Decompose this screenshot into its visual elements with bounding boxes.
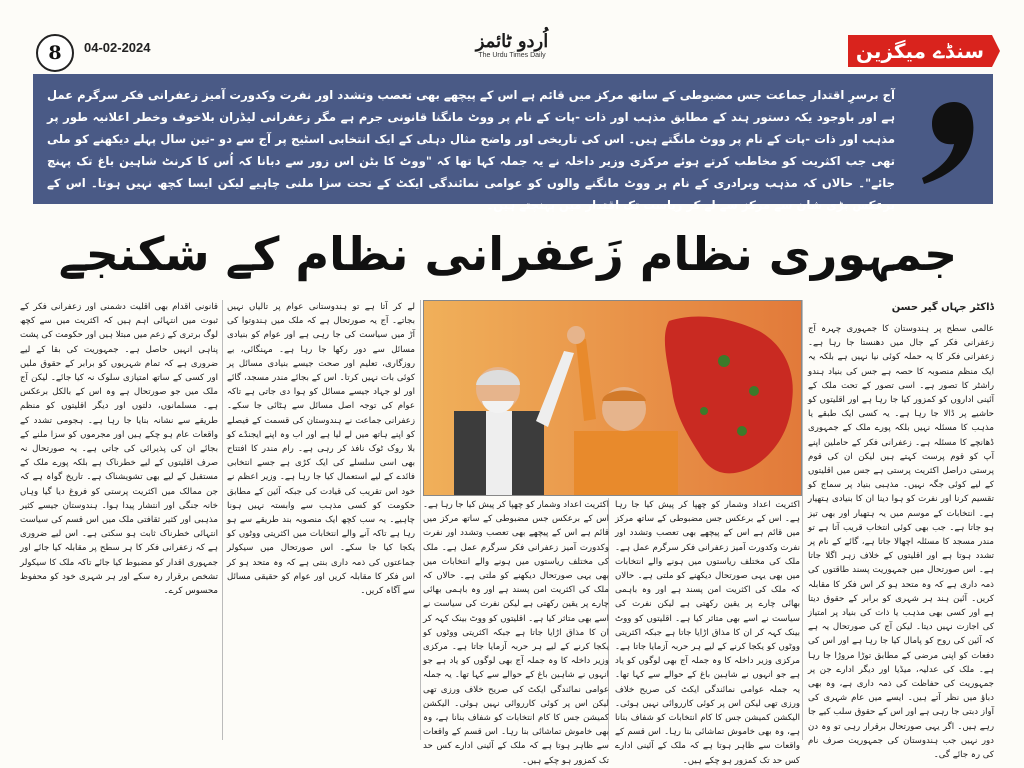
intro-box [33,74,993,212]
page-header [0,0,1024,72]
article-column-3: لے کر آتا ہے تو ہندوستانی عوام پر تالیاں نہیں بجاتے۔ آج یہ صورتحال ہے کہ ملک میں ہندوتوا کی آڑ میں سیاست کی جا رہی ہے اور عوام کو بنیادی مسائل سے دور رکھا جا رہا ہے۔ مہنگائی، بے روزگاری، تعلیم اور صحت جیسے بنیادی مسائل پر کوئی بات نہیں کرتا۔ اس کے بجائے مندر مسجد، گائے اور لو جہاد جیسے مسائل کو ہوا دی جاتی ہے تاکہ عوام کی توجہ اصل مسائل سے ہٹائی جا سکے۔ زعفرانی جماعت نے ہندوستان کی قسمت کے فیصلے کو اپنے ہاتھ میں لے لیا ہے اور اب وہ اپنے ایجنڈے کو بلا روک ٹوک نافذ کر رہی ہے۔ رام مندر کا افتتاح بھی اسی سلسلے کی ایک کڑی ہے جسے انتخابی فائدے کے لیے استعمال کیا جا رہا ہے۔ وزیر اعظم نے خود اس تقریب کی قیادت کی جبکہ آئین کے مطابق حکومت کو کسی مذہب سے وابستہ نہیں ہونا چاہیے۔ یہ سب کچھ ایک منصوبہ بند طریقے سے ہو رہا ہے تاکہ آنے والے انتخابات میں اکثریتی ووٹوں کو یکجا کیا جا سکے۔ اس صورتحال میں سیکولر جماعتوں کی ذمہ داری بنتی ہے کہ وہ متحد ہو کر اس فکر کا مقابلہ کریں اور عوام کو حقیقی مسائل سے آگاہ کریں۔ [227,302,415,597]
logo-subtitle: The Urdu Times Daily [478,52,546,59]
column-divider [802,300,803,740]
page-date: 04-02-2024 [84,40,151,55]
column-divider [222,300,223,740]
newspaper-logo [458,33,566,61]
page-number: 8 [36,34,74,72]
quote-mark-icon [910,92,980,188]
article-column-2b: اکثریت اعداد وشمار کو چھپا کر پیش کیا جا رہا ہے۔ اس کے برعکس جس مضبوطی کے ساتھ مرکز میں قائم ہے اس کے پیچھے بھی تعصب وتشدد اور نفرت وکدورت آمیز زعفرانی فکر سرگرم عمل ہے۔ ملک کی مختلف ریاستوں میں ہونے والے انتخابات میں بھی یہی صورتحال دیکھنے کو ملتی ہے۔ حالاں کہ ملک کی اکثریت امن پسند ہے اور وہ باہمی بھائی چارے پر یقین رکھتی ہے لیکن نفرت کی سیاست نے اسے بھی متاثر کیا ہے۔ اقلیتوں کو ووٹ بینک کہہ کر ان کا مذاق اڑایا جاتا ہے جبکہ اکثریتی ووٹوں کو یکجا کرنے کے لیے ہر حربہ آزمایا جاتا ہے۔ مرکزی وزیر داخلہ کا وہ جملہ آج بھی لوگوں کو یاد ہے جو انہوں نے شاہین باغ کے حوالے سے کہا تھا۔ یہ جملہ عوامی نمائندگی ایکٹ کی صریح خلاف ورزی تھی لیکن اس پر کوئی کارروائی نہیں ہوئی۔ الیکشن کمیشن جس کا کام انتخابات کو شفاف بنانا ہے، وہ بھی خاموش تماشائی بنا رہا۔ اس قسم کے واقعات سے ظاہر ہوتا ہے کہ ملک کے آئینی ادارے کس حد تک کمزور ہو چکے ہیں۔ [423,500,609,766]
section-tag: سنڈے میگزین [848,35,992,67]
photo-illustration [424,301,801,495]
byline: ڈاکٹر جہاں گیر حسن [891,302,994,313]
intro-text: آج برسرِ اقتدار جماعت جس مضبوطی کے ساتھ مرکز میں قائم ہے اس کے پیچھے بھی تعصب وتشدد اور نفرت وکدورت آمیز زعفرانی فکر سرگرم عمل ہے اور باوجود یکہ دستور ہند کے مطابق مذہب اور ذات -پات کے نام پر ووٹ مانگنا قانونی جرم ہے مگر زعفرانی لیڈران بلاخوف وخطر اعلانیہ طور پر مذہب اور ذات -پات کے نام پر ووٹ مانگتے ہیں۔ اس کی تاریخی اور واضح مثال دہلی کے ایک انتخابی اسٹیج پر آج سے دو -تین سال پہلے دیکھنے کو ملی تھی جب اکثریت کو مخاطب کرتے ہوئے مرکزی وزیر داخلہ نے یہ جملہ کہا تھا کہ "ووٹ کا بٹن اس زور سے دبانا کہ اُس کا کرنٹ شاہین باغ تک پہنچ جائے"۔ حالاں کہ مذہب وبرادری کے نام پر ووٹ مانگنے والوں کو عوامی نمائندگی ایکٹ کے تحت سزا ملنی چاہیے لیکن ایسا کچھ نہیں ہوتا۔ اس کے برعکس بڑی شان سے مرکز سے لے کر ریاست تک اقتدار میں پہنچتے ہیں۔ [47,88,895,212]
article-column-1: عالمی سطح پر ہندوستان کا جمہوری چہرہ آج زعفرانی فکر کے جال میں دھنستا جا رہا ہے۔ زعفرانی فکر کا یہ حملہ کوئی نیا نہیں ہے بلکہ یہ ایک منظم منصوبہ کا حصہ ہے جس کی بنیاد ہندو راشٹر کا تصور ہے۔ اسی تصور کے تحت ملک کے آئینی اداروں کو کمزور کیا جا رہا ہے اور اقلیتوں کو حاشیے پر ڈالا جا رہا ہے۔ یہ کسی ایک طبقے یا مذہب کا مسئلہ نہیں بلکہ پورے ملک کے جمہوری ڈھانچے کا مسئلہ ہے۔ زعفرانی فکر کے حاملین اپنے آپ کو قوم پرست کہتے ہیں لیکن ان کی قوم پرستی دراصل اکثریت پرستی ہے جس میں اقلیتوں کے لیے کوئی جگہ نہیں۔ مذہبی بنیاد پر سماج کو تقسیم کرنا اور نفرت کو ہوا دینا ان کا بنیادی ہتھیار ہے۔ انتخابات کے موسم میں یہ ہتھیار اور بھی تیز ہو جاتا ہے۔ جب بھی کوئی انتخاب قریب آتا ہے تو مندر مسجد کا مسئلہ اچھالا جاتا ہے، گائے کے نام پر تشدد ہوتا ہے اور اقلیتوں کے خلاف زہر اگلا جاتا ہے۔ اس صورتحال میں جمہوریت پسند طاقتوں کی ذمہ داری ہے کہ وہ متحد ہو کر اس فکر کا مقابلہ کریں۔ آئین ہند ہر شہری کو برابر کے حقوق دیتا ہے اور کسی بھی مذہب یا ذات کی بنیاد پر امتیاز کی اجازت نہیں دیتا۔ لیکن آج کی صورتحال یہ ہے کہ آئین کی روح کو پامال کیا جا رہا ہے اور اس کی دفعات کو اپنی مرضی کے مطابق توڑا مروڑا جا رہا ہے۔ ملک کی عدلیہ، میڈیا اور دیگر ادارے جن پر جمہوریت کی حفاظت کی ذمہ داری ہے، وہ بھی دباؤ میں نظر آتے ہیں۔ ایسے میں عام شہری کی آواز دبتی جا رہی ہے اور اس کے حقوق سلب کیے جا رہے ہیں۔ اگر یہی صورتحال برقرار رہی تو وہ دن دور نہیں جب ہندوستان کی جمہوریت صرف نام کی رہ جائے گی۔ [808,324,994,761]
logo-text: اُردو ٹائمز [475,31,549,52]
article-photo [423,300,802,496]
article-column-4: قانونی اقدام بھی اقلیت دشمنی اور زعفرانی فکر کے ثبوت میں انتہائی اہم ہیں کہ اکثریت میں سے کچھ لوگ برتری کے زعم میں مبتلا ہیں اور حکومت کی پشت پناہی انہیں حاصل ہے۔ جمہوریت کی بقا کے لیے ضروری ہے کہ تمام شہریوں کو برابر کے حقوق ملیں اور کسی کے ساتھ امتیازی سلوک نہ کیا جائے۔ لیکن آج ملک میں جو صورتحال ہے وہ اس کے بالکل برعکس ہے۔ مسلمانوں، دلتوں اور دیگر اقلیتوں کو منظم طریقے سے نشانہ بنایا جا رہا ہے۔ ہجومی تشدد کے واقعات عام ہو چکے ہیں اور مجرموں کو سزا ملنے کے بجائے ان کی پذیرائی کی جاتی ہے۔ یہ صورتحال نہ صرف اقلیتوں کے لیے خطرناک ہے بلکہ پورے ملک کے مستقبل کے لیے بھی تشویشناک ہے۔ تاریخ گواہ ہے کہ جن ممالک میں اکثریت پرستی کو فروغ دیا گیا وہاں خانہ جنگی اور انتشار پیدا ہوا۔ ہندوستان جیسے کثیر مذہبی اور کثیر ثقافتی ملک میں اس قسم کی سیاست انتہائی خطرناک ثابت ہو سکتی ہے۔ اس لیے ضروری ہے کہ زعفرانی فکر کا ہر سطح پر مقابلہ کیا جائے اور جمہوری اقدار کو مضبوط کیا جائے تاکہ ملک کا سیکولر تشخص برقرار رہ سکے اور ہر شہری خود کو محفوظ محسوس کرے۔ [20,302,218,597]
article-column-2: اکثریت اعداد وشمار کو چھپا کر پیش کیا جا رہا ہے۔ اس کے برعکس جس مضبوطی کے ساتھ مرکز میں قائم ہے اس کے پیچھے بھی تعصب وتشدد اور نفرت وکدورت آمیز زعفرانی فکر سرگرم عمل ہے۔ ملک کی مختلف ریاستوں میں ہونے والے انتخابات میں بھی یہی صورتحال دیکھنے کو ملتی ہے۔ حالاں کہ ملک کی اکثریت امن پسند ہے اور وہ باہمی بھائی چارے پر یقین رکھتی ہے لیکن نفرت کی سیاست نے اسے بھی متاثر کیا ہے۔ اقلیتوں کو ووٹ بینک کہہ کر ان کا مذاق اڑایا جاتا ہے جبکہ اکثریتی ووٹوں کو یکجا کرنے کے لیے ہر حربہ آزمایا جاتا ہے۔ مرکزی وزیر داخلہ کا وہ جملہ آج بھی لوگوں کو یاد ہے جو انہوں نے شاہین باغ کے حوالے سے کہا تھا۔ یہ جملہ عوامی نمائندگی ایکٹ کی صریح خلاف ورزی تھی لیکن اس پر کوئی کارروائی نہیں ہوئی۔ الیکشن کمیشن جس کا کام انتخابات کو شفاف بنانا ہے، وہ بھی خاموش تماشائی بنا رہا۔ اس قسم کے واقعات سے ظاہر ہوتا ہے کہ ملک کے آئینی ادارے کس حد تک کمزور ہو چکے ہیں۔ [615,500,800,766]
column-divider [420,300,421,740]
headline: جمہوری نظام زَعفرانی نظام کے شکنجے [58,227,958,281]
